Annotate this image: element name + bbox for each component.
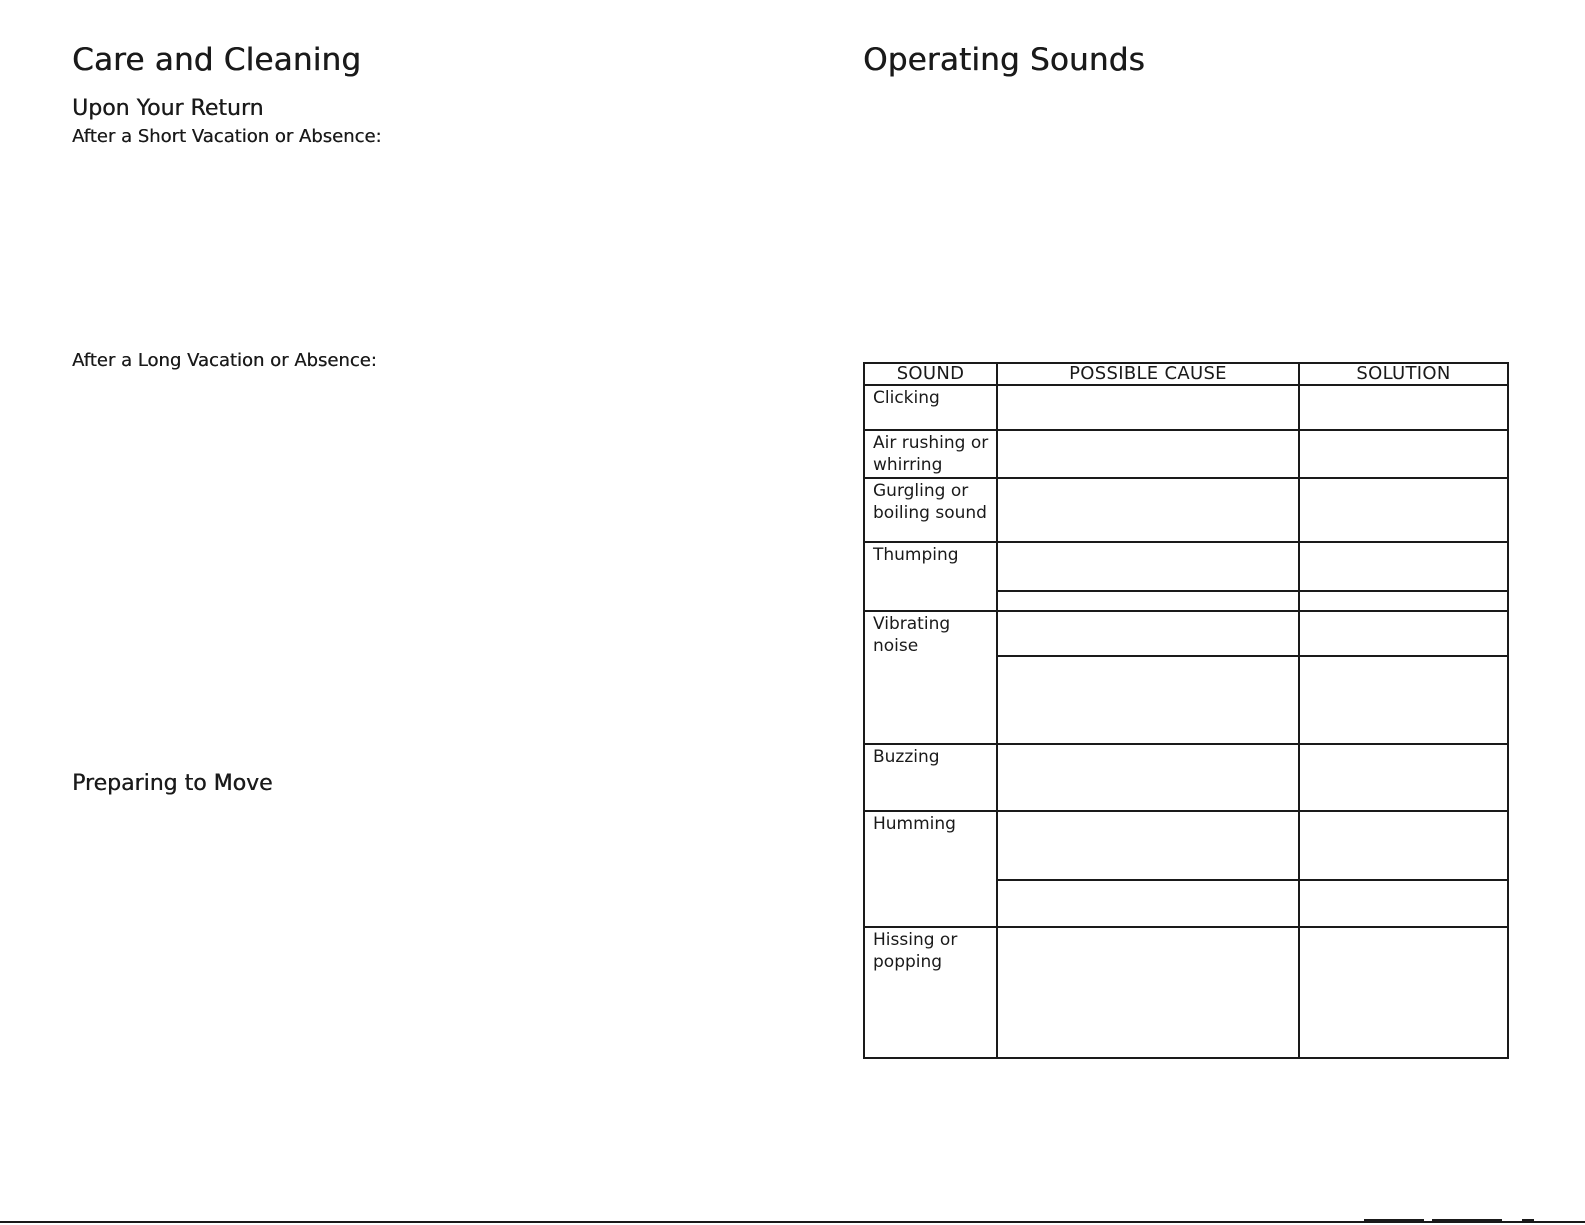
solution-cell <box>1299 927 1508 1058</box>
table-row <box>864 542 1508 590</box>
cause-cell <box>997 811 1299 880</box>
solution-cell <box>1299 880 1508 926</box>
sound-cell: Vibrating noise <box>864 611 997 744</box>
solution-cell <box>1299 744 1508 811</box>
cause-column-header: POSSIBLE CAUSE <box>997 363 1299 385</box>
operating-sounds-table <box>863 362 1509 1059</box>
solution-cell <box>1299 385 1508 430</box>
sound-cell: Gurgling or boiling sound <box>864 478 997 542</box>
table-row <box>864 744 1508 811</box>
solution-cell <box>1299 478 1508 542</box>
cause-cell <box>997 430 1299 478</box>
solution-cell <box>1299 811 1508 880</box>
sound-cell: Buzzing <box>864 744 997 811</box>
cause-cell <box>997 591 1299 611</box>
table-row <box>864 478 1508 542</box>
sound-cell: Humming <box>864 811 997 926</box>
table-row <box>864 385 1508 430</box>
table-row <box>864 430 1508 478</box>
care-and-cleaning-title: Care and Cleaning <box>72 42 362 78</box>
solution-cell <box>1299 611 1508 656</box>
cause-cell <box>997 656 1299 744</box>
operating-sounds-title: Operating Sounds <box>863 42 1145 78</box>
cause-cell <box>997 880 1299 926</box>
short-absence-heading: After a Short Vacation or Absence: <box>72 126 382 147</box>
solution-cell <box>1299 542 1508 590</box>
footer-scan-mark <box>1364 1219 1424 1223</box>
sound-cell: Hissing or popping <box>864 927 997 1058</box>
cause-cell <box>997 478 1299 542</box>
upon-your-return-heading: Upon Your Return <box>72 96 264 121</box>
cause-cell <box>997 744 1299 811</box>
sound-cell: Thumping <box>864 542 997 610</box>
cause-cell <box>997 385 1299 430</box>
sound-cell: Air rushing or whirring <box>864 430 997 478</box>
footer-scan-mark <box>1432 1219 1502 1223</box>
cause-cell <box>997 542 1299 590</box>
solution-cell <box>1299 656 1508 744</box>
table-row <box>864 811 1508 880</box>
cause-cell <box>997 611 1299 656</box>
footer-scan-mark <box>1522 1219 1534 1223</box>
solution-cell <box>1299 591 1508 611</box>
preparing-to-move-heading: Preparing to Move <box>72 771 273 796</box>
footer-rule <box>0 1221 1585 1223</box>
sound-column-header: SOUND <box>864 363 997 385</box>
cause-cell <box>997 927 1299 1058</box>
solution-column-header: SOLUTION <box>1299 363 1508 385</box>
table-row <box>864 927 1508 1058</box>
table-row <box>864 611 1508 656</box>
long-absence-heading: After a Long Vacation or Absence: <box>72 350 377 371</box>
sound-cell: Clicking <box>864 385 997 430</box>
solution-cell <box>1299 430 1508 478</box>
table-header-row <box>864 363 1508 385</box>
